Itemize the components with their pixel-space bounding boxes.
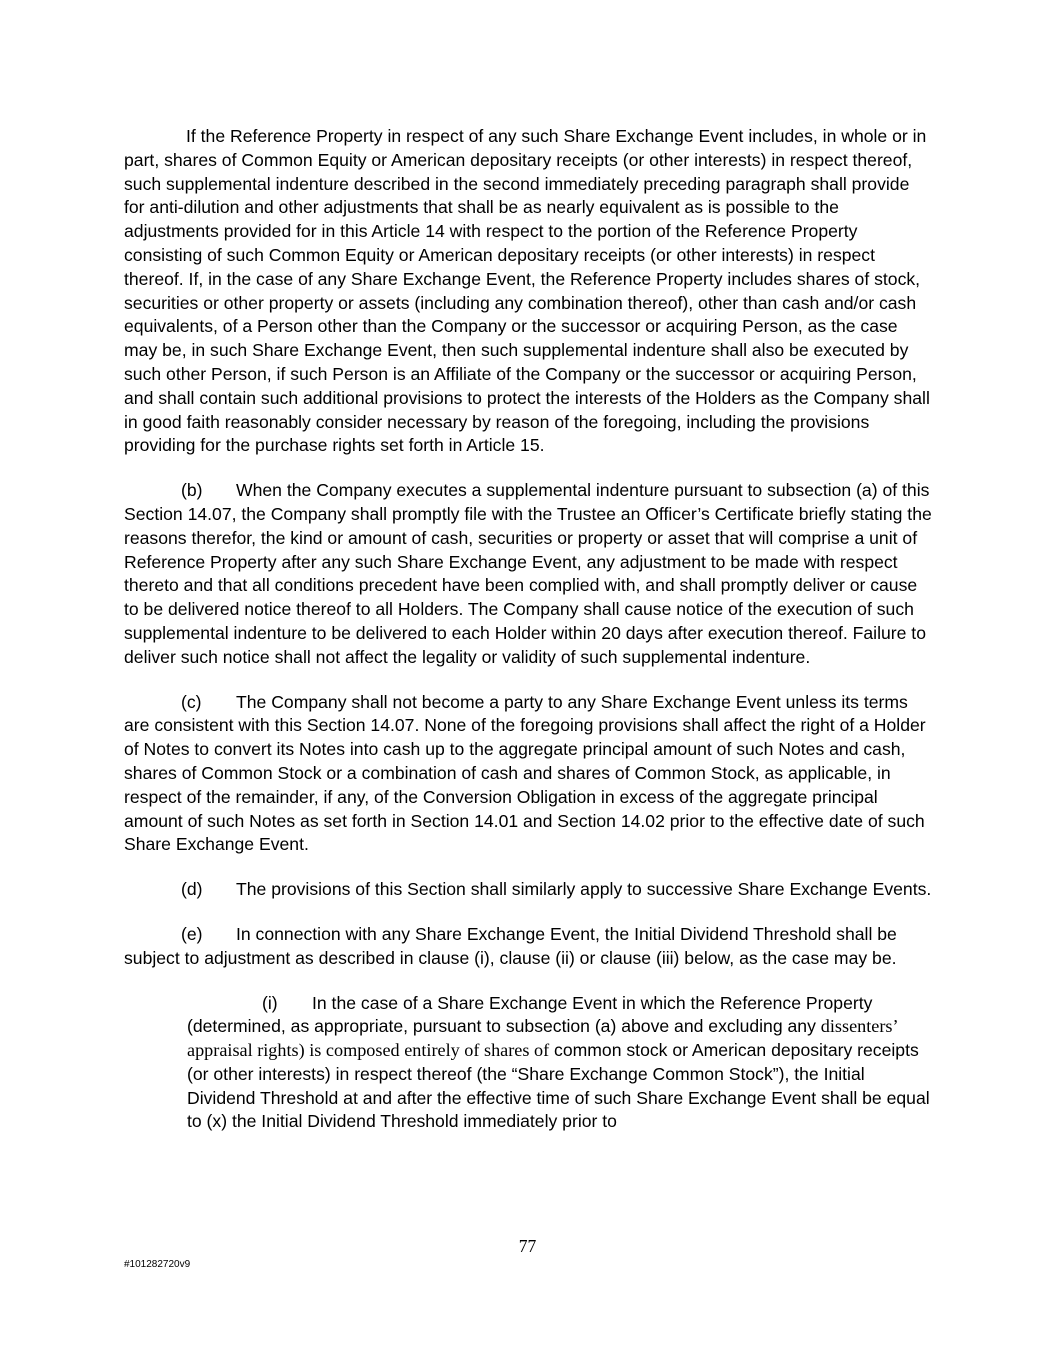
paragraph-intro: If the Reference Property in respect of any such Share Exchange Event includes, in whole or in part, shares of Common Equity or American depositary receipts (or other interests) in respect thereof, such supplemental indenture described in the second immediately preceding paragraph shall provide for anti-dilution and other adjustments that shall be as nearly equivalent as is possible to the adjustments provided for in this Article 14 with respect to the portion of the Reference Property consisting of such Common Equity or American depositary receipts (or other interests) in respect thereof. If, in the case of any Share Exchange Event, the Reference Property includes shares of stock, securities or other property or assets (including any combination thereof), other than cash and/or cash equivalents, of a Person other than the Company or the successor or acquiring Person, as the case may be, in such Share Exchange Event, then such supplemental indenture shall also be executed by such other Person, if such Person is an Affiliate of the Company or the successor or acquiring Person, and shall contain such additional provisions to protect the interests of the Holders as the Company shall in good faith reasonably consider necessary by reason of the foregoing, including the provisions providing for the purchase rights set forth in Article 15. xyxy=(124,126,930,456)
document-body xyxy=(124,125,934,1134)
paragraph-e xyxy=(124,923,934,971)
paragraph-text-d: The provisions of this Section shall similarly apply to successive Share Exchange Events. xyxy=(236,879,932,900)
page-number: 77 xyxy=(518,1236,537,1256)
paragraph-label-b: (b) xyxy=(181,480,203,501)
subparagraph-label-i: (i) xyxy=(262,992,278,1013)
document-id: #101282720v9 xyxy=(124,1259,191,1270)
paragraph-label-c: (c) xyxy=(181,691,202,712)
subparagraph-text-before: In the case of a Share Exchange Event in which the Reference Property (determined, as appropriate, pursuant to subsection (a) above and excluding any xyxy=(187,992,873,1037)
paragraph-b xyxy=(124,479,934,669)
subparagraph-i xyxy=(187,992,934,1135)
paragraph-label-d: (d) xyxy=(181,879,203,900)
subparagraph-text-serif: dissenters’ appraisal rights) is composed entirely of shares of xyxy=(187,1016,898,1061)
paragraph-c xyxy=(124,691,934,858)
paragraph-text-e: In connection with any Share Exchange Event, the Initial Dividend Threshold shall be subject to adjustment as described in clause (i), clause (ii) or clause (iii) below, as the case may be. xyxy=(124,923,897,968)
paragraph-d xyxy=(124,878,934,902)
paragraph-text-b: When the Company executes a supplemental indenture pursuant to subsection (a) of this Section 14.07, the Company shall promptly file with the Trustee an Officer’s Certificate briefly stating the reasons therefor, the kind or amount of cash, securities or property or asset that will comprise a unit of Reference Property after any such Share Exchange Event, any adjustment to be made with respect thereto and that all conditions precedent have been complied with, and shall promptly deliver or cause to be delivered notice thereof to all Holders. The Company shall cause notice of the execution of such supplemental indenture to be delivered to each Holder within 20 days after execution thereof. Failure to deliver such notice shall not affect the legality or validity of such supplemental indenture. xyxy=(124,480,932,667)
paragraph-text-c: The Company shall not become a party to any Share Exchange Event unless its terms are consistent with this Section 14.07. None of the foregoing provisions shall affect the right of a Holder of Notes to convert its Notes into cash up to the aggregate principal amount of such Notes and cash, shares of Common Stock or a combination of cash and shares of Common Stock, as applicable, in respect of the remainder, if any, of the Conversion Obligation in excess of the aggregate principal amount of such Notes as set forth in Section 14.01 and Section 14.02 prior to the effective date of such Share Exchange Event. xyxy=(124,691,926,855)
subparagraph-text-after: common stock or American depositary receipts (or other interests) in respect thereof (the “Share Exchange Common Stock”), the Initial Dividend Threshold at and after the effective time of such Share Exchange Event shall be equal to (x) the Initial Dividend Threshold immediately prior to xyxy=(187,1040,930,1132)
paragraph-label-e: (e) xyxy=(181,923,203,944)
